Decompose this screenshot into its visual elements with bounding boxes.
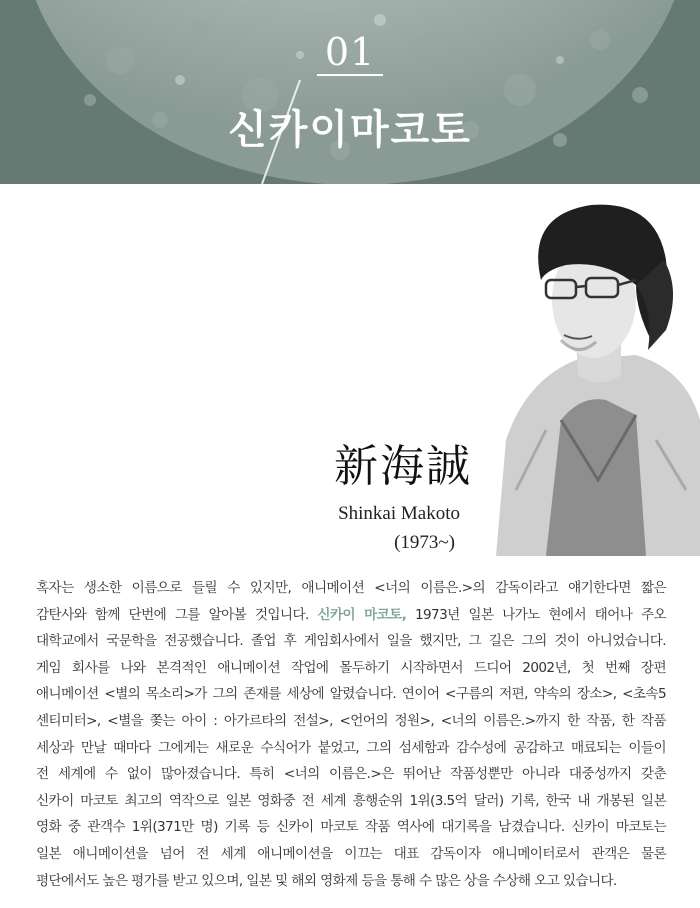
bio-text: 감탄사와 함께 단번에 그를 알아볼 것입니다. <box>36 606 318 623</box>
bio-line: 게임 회사를 나와 본격적인 애니메이션 작업에 몰두하기 시작하면서 드디어 2002년, 첫 번째 장편 <box>36 659 666 676</box>
moon-image <box>0 0 700 184</box>
page-title: 신카이마코토 <box>228 107 472 153</box>
chapter-banner <box>0 0 700 184</box>
bio-text: 1973년 일본 나가노 현에서 태어나 주오 <box>406 606 667 623</box>
bio-line: 일본 애니메이션을 넘어 전 세계 애니메이션을 이끄는 대표 감독이자 애니메이터로서 관객은 물론 <box>36 845 666 862</box>
bio-line: 센티미터>, <별을 쫓는 아이 : 아가르타의 전설>, <언어의 정원>, <너의 이름은.>까지 한 작품, 한 작품 <box>36 712 666 729</box>
bio-line: 평단에서도 높은 평가를 받고 있으며, 일본 및 해외 영화제 등을 통해 수 많은 상을 수상해 오고 있습니다. <box>36 872 617 889</box>
bio-line: 세상과 만날 때마다 그에게는 새로운 수식어가 붙었고, 그의 섬세함과 감수성에 공감하고 매료되는 이들이 <box>36 739 666 756</box>
highlighted-name: 신카이 마코토, <box>317 606 407 623</box>
bio-line: 영화 중 관객수 1위(371만 명) 기록 등 신카이 마코토 작품 역사에 대기록을 남겼습니다. 신카이 마코토는 <box>36 819 666 836</box>
bio-line: 대학교에서 국문학을 전공했습니다. 졸업 후 게임회사에서 일을 했지만, 그 길은 그의 것이 아니었습니다. <box>36 633 666 650</box>
roman-name: Shinkai Makoto <box>338 503 460 524</box>
bio-line: 신카이 마코토 최고의 역작으로 일본 영화중 전 세계 흥행순위 1위(3.5억 달러) 기록, 한국 내 개봉된 일본 <box>36 792 666 809</box>
biography-text <box>36 575 666 894</box>
bio-line: 애니메이션 <별의 목소리>가 그의 존재를 세상에 알렸습니다. 연이어 <구름의 저편, 약속의 장소>, <초속5 <box>36 686 666 703</box>
bio-line <box>36 602 666 629</box>
birth-year: (1973~) <box>394 532 455 553</box>
kanji-name: 新海誠 <box>334 441 472 492</box>
portrait-photo <box>486 190 700 556</box>
chapter-number: 01 <box>0 30 700 76</box>
bio-line: 전 세계에 수 없이 많아졌습니다. 특히 <너의 이름은.>은 뛰어난 작품성뿐만 아니라 대중성까지 갖춘 <box>36 766 666 783</box>
bio-line: 혹자는 생소한 이름으로 들릴 수 있지만, 애니메이션 <너의 이름은.>의 감독이라고 얘기한다면 짧은 <box>36 580 666 596</box>
